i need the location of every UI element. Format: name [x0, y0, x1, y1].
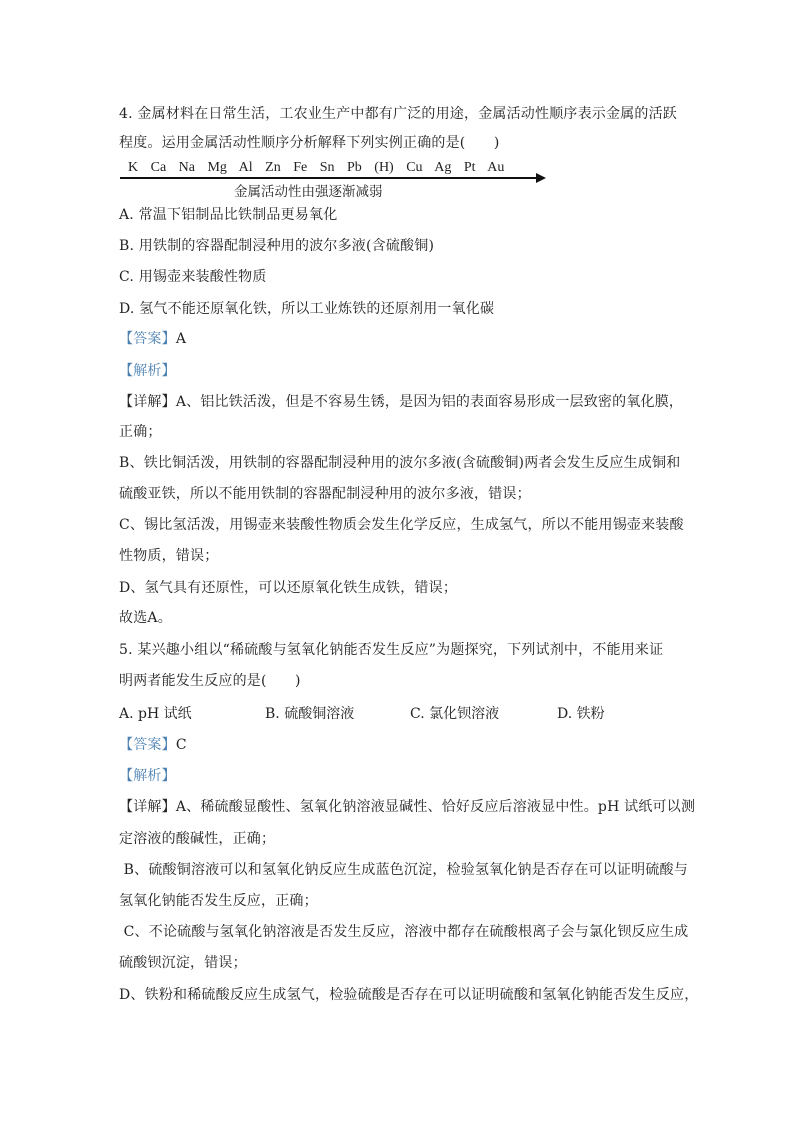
q4-detail-line: [119, 393, 683, 411]
q5-analysis-heading: [119, 767, 176, 785]
answer-tag: 【答案】: [119, 737, 176, 753]
q5-answer: [119, 736, 187, 754]
q4-detail-line: B、铁比铜活泼，用铁制的容器配制浸种用的波尔多液(含硫酸铜)两者会发生反应生成铜和: [119, 455, 681, 471]
activity-series-elements: K Ca Na Mg Al Zn Fe Sn Pb (H) Cu Ag Pt Au: [128, 160, 505, 175]
q4-stem-line2: 程度。运用金属活动性顺序分析解释下列实例正确的是( ): [119, 135, 500, 151]
q5-detail-line: [119, 798, 695, 816]
answer-value: A: [175, 331, 187, 347]
arrow-right-icon: [536, 173, 546, 183]
analysis-tag: 【解析】: [119, 768, 176, 784]
q5-detail-line: D、铁粉和稀硫酸反应生成氢气，检验硫酸是否存在可以证明硫酸和氢氧化钠能否发生反应，: [119, 987, 699, 1003]
q4-detail-line: 性物质，错误；: [119, 548, 219, 564]
q5-detail-line: 硫酸钡沉淀，错误；: [119, 955, 247, 971]
q4-stem-line1: 4. 金属材料在日常生活，工农业生产中都有广泛的用途，金属活动性顺序表示金属的活跃: [119, 106, 678, 122]
q5-detail-line: 氢氧化钠能否发生反应，正确；: [119, 893, 318, 909]
detail-text: A、稀硫酸显酸性、氢氧化钠溶液显碱性、恰好反应后溶液显中性。pH 试纸可以测: [175, 799, 696, 815]
q4-option-b: B. 用铁制的容器配制浸种用的波尔多液(含硫酸铜): [119, 238, 435, 254]
q5-option-b: B. 硫酸铜溶液: [265, 706, 355, 722]
q5-option-d: D. 铁粉: [557, 706, 605, 722]
analysis-tag: 【解析】: [119, 363, 176, 379]
q4-answer: [119, 330, 186, 348]
answer-value: C: [175, 737, 187, 753]
answer-tag: 【答案】: [119, 331, 176, 347]
detail-tag: 【详解】: [119, 799, 176, 815]
q4-detail-line: 硫酸亚铁，所以不能用铁制的容器配制浸种用的波尔多液，错误；: [119, 486, 531, 502]
q4-option-d: D. 氢气不能还原氧化铁，所以工业炼铁的还原剂用一氧化碳: [119, 301, 495, 317]
q5-option-c: C. 氯化钡溶液: [410, 706, 500, 722]
q5-stem-line2: 明两者能发生反应的是( ): [119, 673, 301, 689]
q4-conclusion: 故选A。: [119, 610, 172, 626]
q4-option-a: A. 常温下铝制品比铁制品更易氧化: [119, 207, 338, 223]
q4-detail-line: D、氢气具有还原性，可以还原氧化铁生成铁，错误；: [119, 580, 458, 596]
q5-detail-line: B、硫酸铜溶液可以和氢氧化钠反应生成蓝色沉淀，检验氢氧化钠是否存在可以证明硫酸与: [119, 862, 688, 878]
q4-detail-line: 正确；: [119, 424, 162, 440]
q4-option-c: C. 用锡壶来装酸性物质: [119, 269, 267, 285]
q4-analysis-heading: [119, 362, 176, 380]
q5-option-a: A. pH 试纸: [119, 706, 192, 722]
q5-stem-line1: 5. 某兴趣小组以“稀硫酸与氢氧化钠能否发生反应”为题探究，下列试剂中，不能用来证: [119, 642, 664, 658]
metal-activity-series-diagram: [120, 158, 550, 200]
q4-detail-line: C、锡比氢活泼，用锡壶来装酸性物质会发生化学反应，生成氢气，所以不能用锡壶来装酸: [119, 517, 684, 533]
detail-text: A、铝比铁活泼，但是不容易生锈，是因为铝的表面容易形成一层致密的氧化膜，: [175, 394, 684, 410]
detail-tag: 【详解】: [119, 394, 176, 410]
activity-arrow-line: [120, 177, 538, 179]
activity-series-caption: 金属活动性由强逐渐减弱: [234, 184, 383, 200]
q5-detail-line: 定溶液的酸碱性，正确；: [119, 831, 276, 847]
q5-detail-line: C、不论硫酸与氢氧化钠溶液是否发生反应，溶液中都存在硫酸根离子会与氯化钡反应生成: [119, 924, 689, 940]
